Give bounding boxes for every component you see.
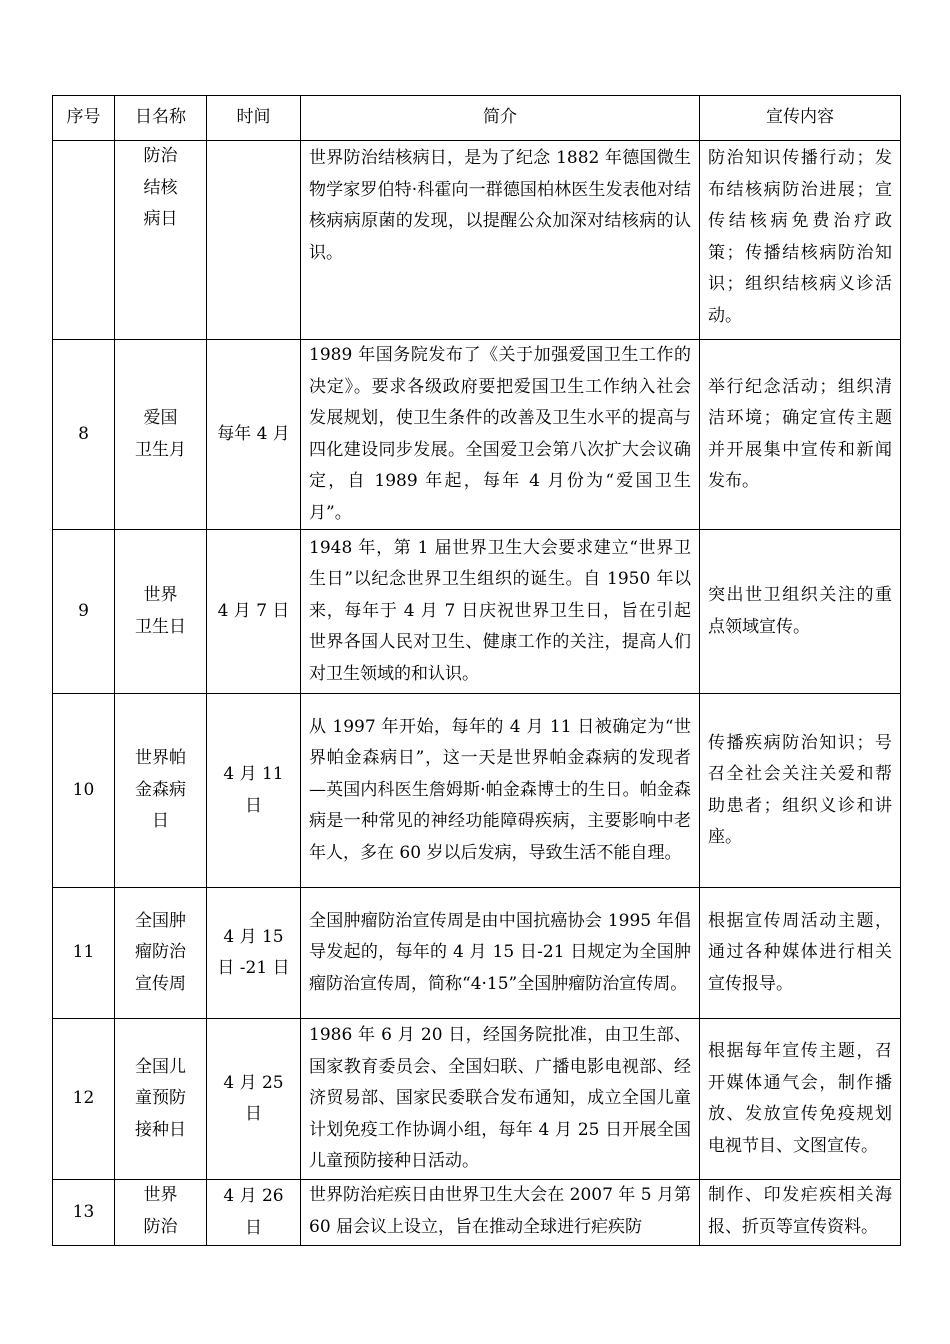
row-promotion: 突出世卫组织关注的重点领域宣传。: [700, 530, 901, 694]
table-row: [53, 694, 901, 888]
row-number: [53, 141, 115, 340]
row-promotion: 制作、印发疟疾相关海报、折页等宣传资料。: [700, 1180, 901, 1246]
row-day-name: 全国肿 瘤防治 宣传周: [115, 888, 207, 1019]
row-time: 4 月 15 日 -21 日: [207, 888, 301, 1019]
row-day-name: 防治 结核 病日: [115, 141, 207, 340]
table-row: [53, 888, 901, 1019]
header-time: 时间: [207, 96, 301, 141]
health-days-table: [52, 95, 901, 1246]
row-number: 12: [53, 1019, 115, 1180]
row-promotion: 防治知识传播行动；发布结核病防治进展；宣传结核病免费治疗政策；传播结核病防治知识；组织结核病义诊活动。: [700, 141, 901, 340]
table-row: [53, 1180, 901, 1246]
table-row: [53, 1019, 901, 1180]
row-time: [207, 141, 301, 340]
row-number: 11: [53, 888, 115, 1019]
row-promotion: 传播疾病防治知识；号召全社会关注关爱和帮助患者；组织义诊和讲座。: [700, 694, 901, 888]
row-day-name: 世界 防治: [115, 1180, 207, 1246]
table-row: [53, 530, 901, 694]
row-time: 4 月 7 日: [207, 530, 301, 694]
row-intro: 1989 年国务院发布了《关于加强爱国卫生工作的决定》。要求各级政府要把爱国卫生工作纳入社会发展规划，使卫生条件的改善及卫生水平的提高与四化建设同步发展。全国爱卫会第八次扩大会议确定，自 1989 年起，每年 4 月份为“爱国卫生月”。: [301, 340, 700, 530]
header-day-name: 日名称: [115, 96, 207, 141]
row-number: 8: [53, 340, 115, 530]
row-intro: 1948 年，第 1 届世界卫生大会要求建立“世界卫生日”以纪念世界卫生组织的诞生。自 1950 年以来，每年于 4 月 7 日庆祝世界卫生日，旨在引起世界各国人民对卫生、健康工作的关注，提高人们对卫生领域的和认识。: [301, 530, 700, 694]
header-intro: 简介: [301, 96, 700, 141]
header-promotion: 宣传内容: [700, 96, 901, 141]
row-promotion: 举行纪念活动；组织清洁环境；确定宣传主题并开展集中宣传和新闻发布。: [700, 340, 901, 530]
row-day-name: 爱国 卫生月: [115, 340, 207, 530]
table-row: [53, 141, 901, 340]
row-intro: 全国肿瘤防治宣传周是由中国抗癌协会 1995 年倡导发起的，每年的 4 月 15 日-21 日规定为全国肿瘤防治宣传周，简称“4·15”全国肿瘤防治宣传周。: [301, 888, 700, 1019]
row-number: 9: [53, 530, 115, 694]
row-number: 10: [53, 694, 115, 888]
row-intro: 世界防治疟疾日由世界卫生大会在 2007 年 5 月第 60 届会议上设立，旨在推动全球进行疟疾防: [301, 1180, 700, 1246]
row-day-name: 世界帕 金森病 日: [115, 694, 207, 888]
row-intro: 从 1997 年开始，每年的 4 月 11 日被确定为“世界帕金森病日”，这一天是世界帕金森病的发现者—英国内科医生詹姆斯·帕金森博士的生日。帕金森病是一种常见的神经功能障碍疾病，主要影响中老年人，多在 60 岁以后发病，导致生活不能自理。: [301, 694, 700, 888]
row-time: 4 月 25 日: [207, 1019, 301, 1180]
row-day-name: 全国儿 童预防 接种日: [115, 1019, 207, 1180]
row-promotion: 根据宣传周活动主题，通过各种媒体进行相关宣传报导。: [700, 888, 901, 1019]
row-promotion: 根据每年宣传主题，召开媒体通气会，制作播放、发放宣传免疫规划电视节目、文图宣传。: [700, 1019, 901, 1180]
row-intro: 1986 年 6 月 20 日，经国务院批准，由卫生部、国家教育委员会、全国妇联、广播电影电视部、经济贸易部、国家民委联合发布通知，成立全国儿童计划免疫工作协调小组，每年 4 月 25 日开展全国儿童预防接种日活动。: [301, 1019, 700, 1180]
header-number: 序号: [53, 96, 115, 141]
table-header-row: [53, 96, 901, 141]
row-time: 4 月 11 日: [207, 694, 301, 888]
row-intro: 世界防治结核病日，是为了纪念 1882 年德国微生物学家罗伯特·科霍向一群德国柏林医生发表他对结核病病原菌的发现，以提醒公众加深对结核病的认识。: [301, 141, 700, 340]
row-time: 每年 4 月: [207, 340, 301, 530]
row-number: 13: [53, 1180, 115, 1246]
row-day-name: 世界 卫生日: [115, 530, 207, 694]
table-row: [53, 340, 901, 530]
row-time: 4 月 26 日: [207, 1180, 301, 1246]
